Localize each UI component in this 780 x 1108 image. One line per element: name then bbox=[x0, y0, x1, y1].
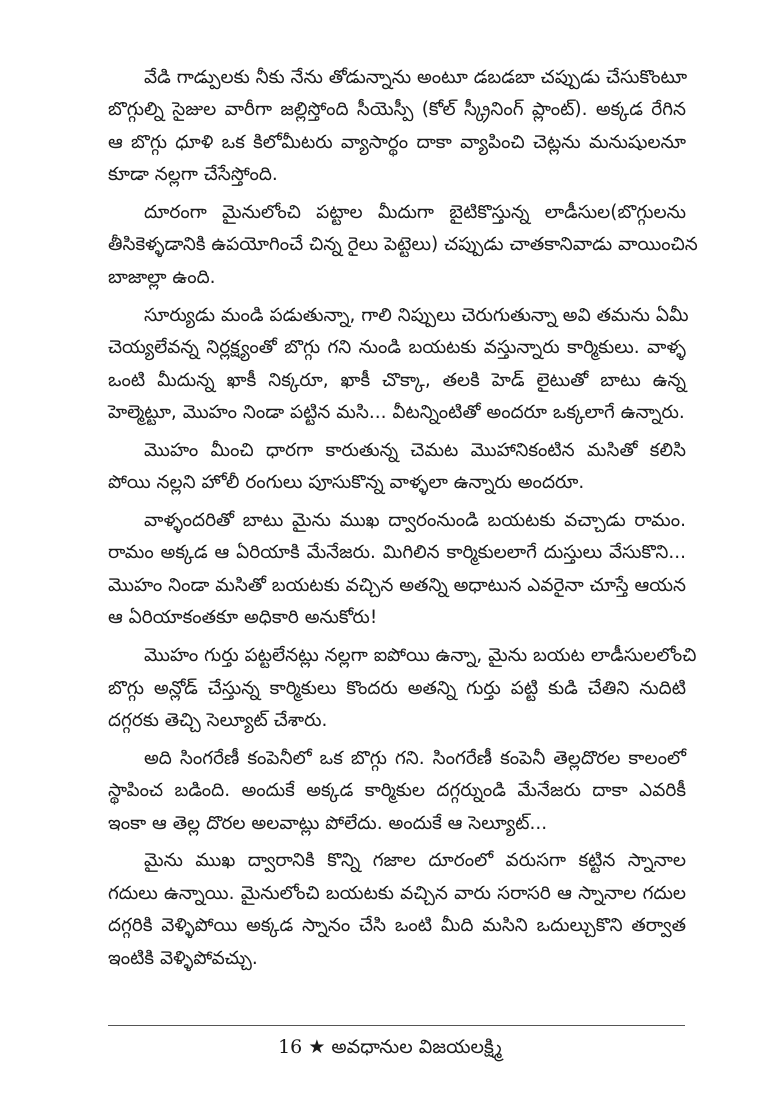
text-line: చెయ్యలేవన్న నిర్లక్ష్యంతో బొగ్గు గని నుండి బయటకు వస్తున్నారు కార్మికులు. వాళ్ళ bbox=[108, 337, 686, 359]
text-line: బాజాల్లా ఉంది. bbox=[108, 266, 216, 288]
paragraph bbox=[108, 62, 686, 192]
text-line: మొహం గుర్తు పట్టలేనట్లు నల్లగా ఐపోయి ఉన్నా, మైను బయట లాడీసులలోంచి bbox=[144, 645, 697, 667]
text-line: ఆ ఏరియాకంతకూ అధికారి అనుకోరు! bbox=[108, 607, 378, 629]
text-line: అది సింగరేణీ కంపెనీలో ఒక బొగ్గు గని. సింగరేణీ కంపెనీ తెల్లదొరల కాలంలో bbox=[144, 747, 686, 769]
text-line: సూర్యుడు మండి పడుతున్నా, గాలి నిప్పులు చెరుగుతున్నా అవి తమను ఏమీ bbox=[144, 304, 689, 326]
text-line: దగ్గరికి వెళ్ళిపోయి అక్కడ స్నానం చేసి ఒంటి మీది మసిని ఒదుల్చుకొని తర్వాత bbox=[108, 915, 686, 937]
text-line: పోయి నల్లని హోలీ రంగులు పూసుకొన్న వాళ్ళలా ఉన్నారు అందరూ. bbox=[108, 472, 585, 494]
paragraph bbox=[108, 640, 697, 737]
text-line: దగ్గరకు తెచ్చి సెల్యూట్ చేశారు. bbox=[108, 709, 328, 731]
text-line: హెల్మెట్టూ, మొహం నిండా పట్టిన మసి... వీటన్నింటితో అందరూ ఒక్కలాగే ఉన్నారు. bbox=[108, 401, 685, 423]
text-line: మైను ముఖ ద్వారానికి కొన్ని గజాల దూరంలో వరుసగా కట్టిన స్నానాల bbox=[144, 850, 686, 872]
star-icon: ★ bbox=[308, 1036, 326, 1058]
text-line: స్థాపించ బడింది. అందుకే అక్కడ కార్మికుల దగ్గర్నుండి మేనేజరు దాకా ఎవరికీ bbox=[108, 780, 686, 802]
author-name: అవధానుల విజయలక్ష్మి bbox=[331, 1036, 502, 1058]
paragraph bbox=[108, 197, 698, 294]
text-line: ఆ బొగ్గు ధూళి ఒక కిలోమీటరు వ్యాసార్థం దాకా వ్యాపించి చెట్లను మనుషులనూ bbox=[108, 131, 686, 153]
text-line: వేడి గాడ్పులకు నీకు నేను తోడున్నాను అంటూ డబడబా చప్పుడు చేసుకొంటూ bbox=[144, 67, 688, 88]
text-line: తీసికెళ్ళడానికి ఉపయోగించే చిన్న రైలు పెట్టెలు) చప్పుడు చాతకానివాడు వాయించిన bbox=[108, 234, 698, 256]
text-line: వాళ్ళందరితో బాటు మైను ముఖ ద్వారంనుండి బయటకు వచ్చాడు రామం. bbox=[144, 510, 686, 532]
text-line: కూడా నల్లగా చేసేస్తోంది. bbox=[108, 164, 278, 186]
page-number: 16 bbox=[278, 1036, 303, 1058]
text-line: ఇంకా ఆ తెల్ల దొరల అలవాట్లు పోలేదు. అందుకే ఆ సెల్యూట్... bbox=[108, 812, 548, 834]
text-line: రామం అక్కడ ఆ ఏరియాకి మేనేజరు. మిగిలిన కార్మికులలాగే దుస్తులు వేసుకొని... bbox=[108, 542, 686, 564]
body-text bbox=[108, 62, 698, 981]
paragraph bbox=[108, 435, 686, 500]
text-line: ఇంటికి వెళ్ళిపోవచ్చు. bbox=[108, 947, 258, 969]
paragraph bbox=[108, 743, 686, 840]
text-line: మొహం నిండా మసితో బయటకు వచ్చిన అతన్ని అధాటున ఎవరైనా చూస్తే ఆయన bbox=[108, 574, 686, 596]
paragraph bbox=[108, 300, 689, 430]
text-line: మొహం మీంచి ధారగా కారుతున్న చెమట మొహానికంటిన మసితో కలిసి bbox=[144, 439, 686, 461]
text-line: ఒంటి మీదున్న ఖాకీ నిక్కరూ, ఖాకీ చొక్కా, తలకి హెడ్ లైటుతో బాటు ఉన్న bbox=[108, 369, 686, 391]
footer-divider bbox=[108, 1025, 685, 1026]
text-line: బొగ్గు అన్లోడ్ చేస్తున్న కార్మికులు కొందరు అతన్ని గుర్తు పట్టి కుడి చేతిని నుదిటి bbox=[108, 677, 686, 699]
page-footer bbox=[0, 1036, 780, 1063]
text-line: గదులు ఉన్నాయి. మైనులోంచి బయటకు వచ్చిన వారు సరాసరి ఆ స్నానాల గదుల bbox=[108, 882, 686, 904]
paragraph bbox=[108, 845, 686, 975]
paragraph bbox=[108, 505, 686, 635]
text-line: బొగ్గుల్ని సైజుల వారీగా జల్లిస్తోంది సీయెస్పీ (కోల్ స్క్రీనింగ్ ప్లాంట్). అక్కడ రేగిన bbox=[108, 99, 686, 121]
text-line: దూరంగా మైనులోంచి పట్టాల మీదుగా బైటికొస్తున్న లాడీసుల(బొగ్గులను bbox=[144, 202, 686, 224]
